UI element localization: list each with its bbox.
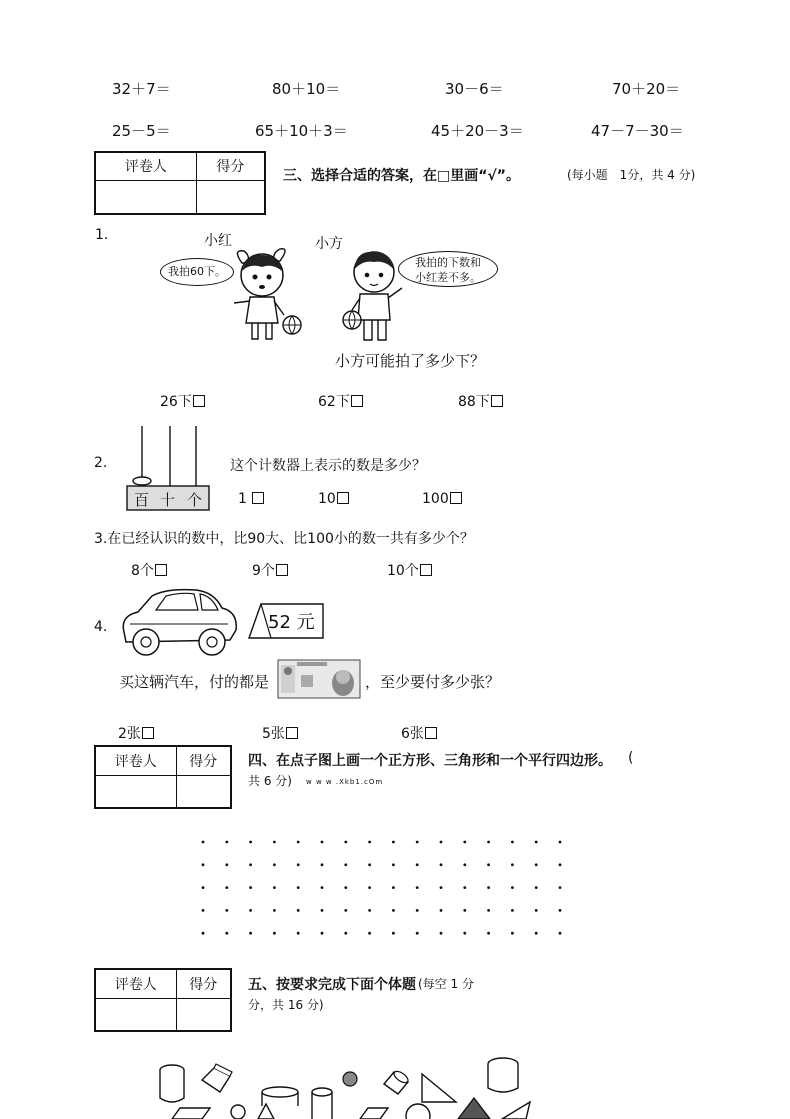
grid-dot[interactable] bbox=[202, 841, 205, 844]
q3-option-1[interactable]: 8个 bbox=[131, 560, 167, 580]
grid-dot[interactable] bbox=[368, 909, 371, 912]
triangle-prism-shape bbox=[422, 1074, 456, 1102]
section4-title: 四、在点子图上画一个正方形、三角形和一个平行四边形。 bbox=[248, 753, 612, 769]
grid-dot[interactable] bbox=[225, 886, 228, 889]
score-cell[interactable] bbox=[176, 998, 231, 1031]
cone-shape bbox=[458, 1098, 490, 1119]
boy-name: 小方 bbox=[315, 236, 343, 252]
q4-option-1[interactable]: 2张 bbox=[118, 723, 154, 743]
grid-dot[interactable] bbox=[273, 841, 276, 844]
grid-dot[interactable] bbox=[535, 909, 538, 912]
grid-dot[interactable] bbox=[535, 932, 538, 935]
grid-dot[interactable] bbox=[440, 863, 443, 866]
right-cylinder-shape bbox=[488, 1058, 518, 1092]
q1-option-2[interactable]: 62下 bbox=[318, 391, 363, 411]
grid-dot[interactable] bbox=[392, 863, 395, 866]
grader-header: 评卷人 bbox=[95, 152, 196, 180]
q4-option-2[interactable]: 5张 bbox=[262, 723, 298, 743]
q1-option-1[interactable]: 26下 bbox=[160, 391, 205, 411]
grid-dot[interactable] bbox=[535, 863, 538, 866]
grid-dot[interactable] bbox=[487, 932, 490, 935]
grid-dot[interactable] bbox=[392, 909, 395, 912]
grid-dot[interactable] bbox=[416, 863, 419, 866]
equation-8: 47－7－30＝ bbox=[591, 122, 684, 140]
grid-dot[interactable] bbox=[225, 909, 228, 912]
q3-option-2[interactable]: 9个 bbox=[252, 560, 288, 580]
grid-dot[interactable] bbox=[202, 886, 205, 889]
q3-option-3[interactable]: 10个 bbox=[387, 560, 432, 580]
grid-dot[interactable] bbox=[273, 932, 276, 935]
grid-dot[interactable] bbox=[392, 841, 395, 844]
grid-dot[interactable] bbox=[440, 841, 443, 844]
small-box-shape bbox=[360, 1108, 388, 1119]
grid-dot[interactable] bbox=[559, 909, 562, 912]
grid-dot[interactable] bbox=[511, 932, 514, 935]
abacus-label-hundreds: 百 bbox=[134, 491, 150, 509]
q2-number: 2. bbox=[94, 455, 108, 471]
grid-dot[interactable] bbox=[273, 909, 276, 912]
cube-shape bbox=[202, 1064, 232, 1092]
grid-dot[interactable] bbox=[416, 909, 419, 912]
q2-question: 这个计数器上表示的数是多少？ bbox=[230, 458, 426, 474]
large-sphere-shape bbox=[406, 1104, 430, 1119]
box-shape bbox=[172, 1108, 210, 1119]
grid-dot[interactable] bbox=[225, 932, 228, 935]
grid-dot[interactable] bbox=[511, 909, 514, 912]
q4-question-after: ，至少要付多少张？ bbox=[365, 673, 501, 691]
grid-dot[interactable] bbox=[487, 841, 490, 844]
score-header: 得分 bbox=[196, 152, 265, 180]
grid-dot[interactable] bbox=[511, 863, 514, 866]
grid-dot[interactable] bbox=[559, 841, 562, 844]
grid-dot[interactable] bbox=[273, 886, 276, 889]
grid-dot[interactable] bbox=[368, 886, 371, 889]
grader-header: 评卷人 bbox=[95, 746, 176, 775]
grid-dot[interactable] bbox=[344, 932, 347, 935]
grid-dot[interactable] bbox=[225, 863, 228, 866]
boy-speech-line1: 我拍的下数和 bbox=[415, 256, 481, 269]
grid-dot[interactable] bbox=[416, 886, 419, 889]
grid-dot[interactable] bbox=[511, 886, 514, 889]
q1-number: 1. bbox=[95, 227, 109, 243]
grid-dot[interactable] bbox=[297, 841, 300, 844]
grid-dot[interactable] bbox=[368, 863, 371, 866]
grid-dot[interactable] bbox=[463, 886, 466, 889]
section4-note: 共 6 分) bbox=[248, 774, 292, 788]
grid-dot[interactable] bbox=[559, 886, 562, 889]
grid-dot[interactable] bbox=[249, 886, 252, 889]
grid-dot[interactable] bbox=[344, 886, 347, 889]
grid-dot[interactable] bbox=[559, 863, 562, 866]
grid-dot[interactable] bbox=[559, 932, 562, 935]
tilted-cylinder-shape bbox=[384, 1069, 410, 1094]
short-cylinder-shape bbox=[262, 1087, 298, 1106]
grid-dot[interactable] bbox=[297, 863, 300, 866]
equation-6: 65＋10＋3＝ bbox=[255, 122, 348, 140]
q3-question: 3.在已经认识的数中，比90大、比100小的数一共有多少个？ bbox=[94, 531, 474, 547]
grid-dot[interactable] bbox=[297, 909, 300, 912]
grid-dot[interactable] bbox=[321, 863, 324, 866]
grid-dot[interactable] bbox=[368, 841, 371, 844]
grid-dot[interactable] bbox=[463, 909, 466, 912]
grid-dot[interactable] bbox=[344, 841, 347, 844]
grid-dot[interactable] bbox=[297, 886, 300, 889]
section5-note-line2: 分，共 16 分) bbox=[248, 998, 324, 1012]
grid-dot[interactable] bbox=[487, 886, 490, 889]
q1-option-3[interactable]: 88下 bbox=[458, 391, 503, 411]
grid-dot[interactable] bbox=[487, 909, 490, 912]
grid-dot[interactable] bbox=[225, 841, 228, 844]
q4-question-before: 买这辆汽车，付的都是 bbox=[119, 673, 270, 691]
equation-4: 70＋20＝ bbox=[612, 80, 681, 98]
girl-speech: 我拍60下。 bbox=[168, 265, 226, 278]
equation-1: 32＋7＝ bbox=[112, 80, 171, 98]
solid-shapes-illustration bbox=[150, 1052, 550, 1119]
grid-dot[interactable] bbox=[440, 909, 443, 912]
grid-dot[interactable] bbox=[202, 863, 205, 866]
price-tag-text: 52 元 bbox=[268, 612, 315, 633]
grid-dot[interactable] bbox=[249, 909, 252, 912]
grid-dot[interactable] bbox=[535, 886, 538, 889]
sphere-shape bbox=[343, 1072, 357, 1086]
q2-option-2[interactable]: 10 bbox=[318, 491, 349, 507]
score-header: 得分 bbox=[176, 969, 231, 998]
grid-dot[interactable] bbox=[535, 841, 538, 844]
score-table-section5 bbox=[94, 968, 232, 1032]
grid-dot[interactable] bbox=[321, 932, 324, 935]
cylinder-shape bbox=[160, 1065, 184, 1102]
grid-dot[interactable] bbox=[392, 886, 395, 889]
grader-header: 评卷人 bbox=[95, 969, 176, 998]
grid-dot[interactable] bbox=[249, 841, 252, 844]
equation-2: 80＋10＝ bbox=[272, 80, 341, 98]
grid-dot[interactable] bbox=[321, 841, 324, 844]
grid-dot[interactable] bbox=[463, 932, 466, 935]
small-cone-shape bbox=[258, 1104, 274, 1119]
grid-dot[interactable] bbox=[249, 863, 252, 866]
abacus-label-ones: 个 bbox=[187, 491, 203, 509]
grid-dot[interactable] bbox=[463, 841, 466, 844]
section5-title: 五、按要求完成下面个体题 bbox=[248, 977, 416, 993]
equation-7: 45＋20－3＝ bbox=[431, 122, 524, 140]
grid-dot[interactable] bbox=[416, 932, 419, 935]
grid-dot[interactable] bbox=[511, 841, 514, 844]
grid-dot[interactable] bbox=[440, 932, 443, 935]
grid-dot[interactable] bbox=[249, 932, 252, 935]
section4-watermark: w w w .Xkb1.cOm bbox=[306, 778, 384, 786]
boy-speech-line2: 小红差不多。 bbox=[415, 271, 481, 284]
q4-option-3[interactable]: 6张 bbox=[401, 723, 437, 743]
q2-option-3[interactable]: 100 bbox=[422, 491, 462, 507]
abacus-label-tens: 十 bbox=[160, 491, 176, 509]
grid-dot[interactable] bbox=[344, 863, 347, 866]
section4-paren: ( bbox=[628, 750, 634, 766]
grid-dot[interactable] bbox=[392, 932, 395, 935]
grid-dot[interactable] bbox=[440, 886, 443, 889]
grid-dot[interactable] bbox=[321, 909, 324, 912]
section3-title: 三、选择合适的答案，在□里画“√”。 bbox=[283, 168, 520, 184]
q2-option-1[interactable]: 1 bbox=[238, 491, 264, 507]
section3-note: (每小题 1分，共 4 分) bbox=[567, 168, 696, 182]
grid-dot[interactable] bbox=[344, 909, 347, 912]
grid-dot[interactable] bbox=[297, 932, 300, 935]
grid-dot[interactable] bbox=[416, 841, 419, 844]
q1-question: 小方可能拍了多少下？ bbox=[335, 352, 486, 370]
grid-dot[interactable] bbox=[487, 863, 490, 866]
score-header: 得分 bbox=[176, 746, 231, 775]
equation-3: 30－6＝ bbox=[445, 80, 504, 98]
grader-cell[interactable] bbox=[95, 998, 176, 1031]
q4-number: 4. bbox=[94, 619, 108, 635]
section5-note-line1: (每空 1 分 bbox=[418, 977, 474, 991]
grid-dot[interactable] bbox=[202, 932, 205, 935]
grid-dot[interactable] bbox=[321, 886, 324, 889]
grid-dot[interactable] bbox=[368, 932, 371, 935]
girl-name: 小红 bbox=[204, 233, 232, 249]
equation-5: 25－5＝ bbox=[112, 122, 171, 140]
tall-cylinder-shape bbox=[312, 1088, 332, 1119]
small-sphere-shape bbox=[231, 1105, 245, 1119]
grid-dot[interactable] bbox=[273, 863, 276, 866]
grid-dot[interactable] bbox=[463, 863, 466, 866]
grid-dot[interactable] bbox=[202, 909, 205, 912]
wedge-shape bbox=[502, 1102, 530, 1119]
